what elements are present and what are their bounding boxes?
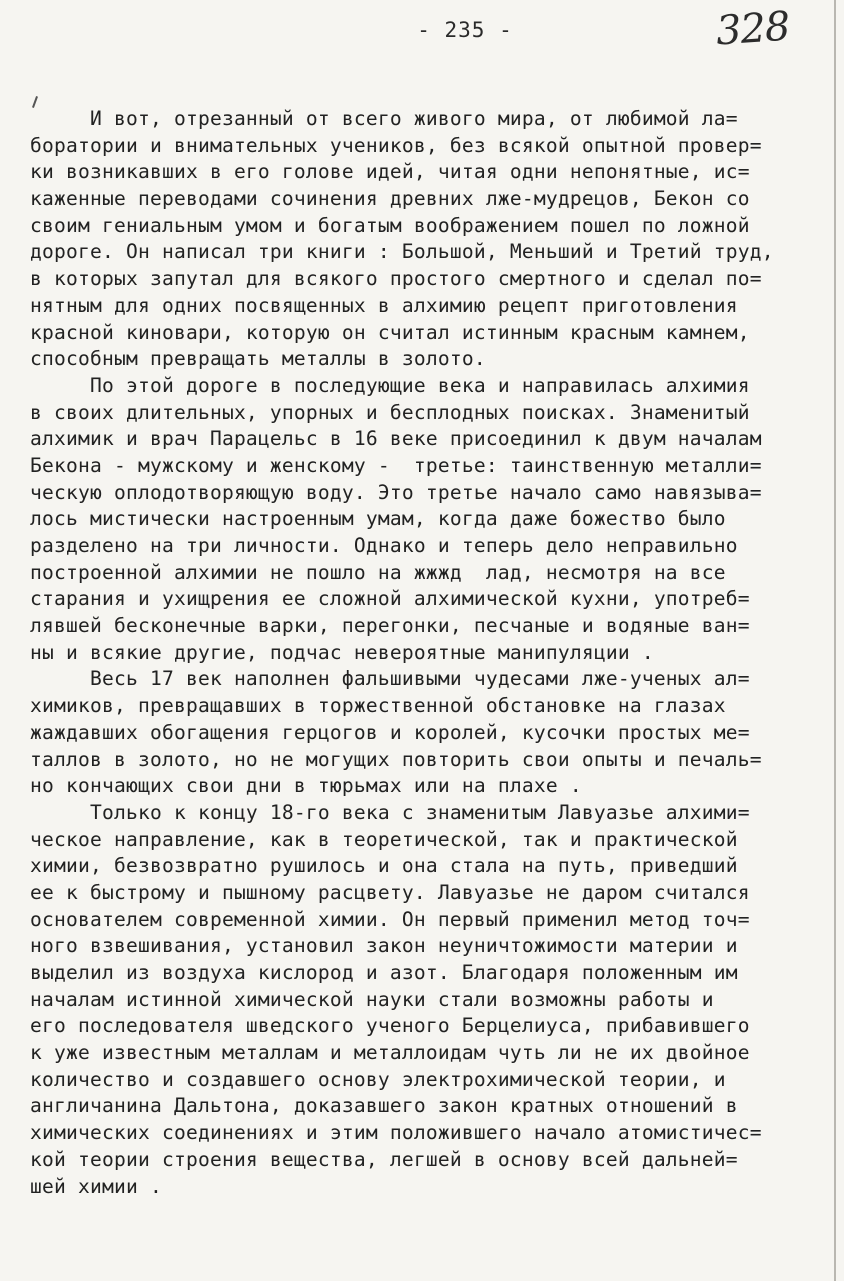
text-line: в своих длительных, упорных и бесплодных поисках. Знаменитый	[30, 400, 750, 424]
text-line: но кончающих свои дни в тюрьмах или на плахе .	[30, 774, 582, 798]
body-text	[30, 106, 840, 1200]
text-line: лявшей бесконечные варки, перегонки, песчаные и водяные ван=	[30, 614, 750, 638]
text-line: в которых запутал для всякого простого смертного и сделал по=	[30, 267, 762, 291]
text-line: По этой дороге в последующие века и направилась алхимия	[30, 373, 750, 397]
text-line: способным превращать металлы в золото.	[30, 347, 486, 371]
text-line: ее к быстрому и пышному расцвету. Лавуазье не даром считался	[30, 880, 750, 904]
text-line: химиков, превращавших в торжественной обстановке на глазах	[30, 694, 726, 718]
text-line: И вот, отрезанный от всего живого мира, от любимой ла=	[30, 107, 738, 130]
text-line: шей химии .	[30, 1174, 162, 1198]
text-line: ны и всякие другие, подчас невероятные манипуляции .	[30, 640, 654, 664]
text-line: ческое направление, как в теоретической, так и практической	[30, 827, 738, 851]
text-line: жаждавших обогащения герцогов и королей, кусочки простых ме=	[30, 720, 750, 744]
handwritten-archive-number: 328	[714, 3, 791, 55]
text-line: лось мистически настроенным умам, когда даже божество было	[30, 507, 726, 531]
text-line: красной киновари, которую он считал истинным красным камнем,	[30, 320, 750, 344]
page-number: - 235 -	[417, 18, 513, 42]
text-line: Только к концу 18-го века с знаменитым Лавуазье алхими=	[30, 800, 750, 824]
text-line: основателем современной химии. Он первый применил метод точ=	[30, 907, 750, 931]
text-line: построенной алхимии не пошло на жжжд лад, несмотря на все	[30, 560, 726, 584]
text-line: англичанина Дальтона, доказавшего закон кратных отношений в	[30, 1094, 738, 1118]
text-line: алхимик и врач Парацельс в 16 веке присоединил к двум началам	[30, 427, 762, 451]
text-line: химии, безвозвратно рушилось и она стала на путь, приведший	[30, 854, 738, 878]
text-line: началам истинной химической науки стали возможны работы и	[30, 987, 714, 1011]
text-line: Весь 17 век наполнен фальшивыми чудесами лже-ученых ал=	[30, 667, 750, 691]
text-line: ки возникавших в его голове идей, читая одни непонятные, ис=	[30, 160, 750, 184]
text-line: таллов в золото, но не могущих повторить свои опыты и печаль=	[30, 747, 762, 771]
text-line: своим гениальным умом и богатым воображением пошел по ложной	[30, 213, 750, 237]
text-line: разделено на три личности. Однако и теперь дело неправильно	[30, 534, 738, 557]
text-line: кой теории строения вещества, легшей в основу всей дальней=	[30, 1147, 738, 1171]
text-line: старания и ухищрения ее сложной алхимической кухни, употреб=	[30, 587, 750, 611]
text-line: боратории и внимательных учеников, без всякой опытной провер=	[30, 133, 762, 157]
text-line: выделил из воздуха кислород и азот. Благодаря положенным им	[30, 961, 738, 984]
text-line: Бекона - мужскому и женскому - третье: таинственную металли=	[30, 453, 762, 477]
text-line: дороге. Он написал три книги : Большой, Меньший и Третий труд,	[30, 240, 774, 264]
text-line: ческую оплодотворяющую воду. Это третье начало само навязыва=	[30, 480, 762, 504]
text-line: химических соединениях и этим положившего начало атомистичес=	[30, 1121, 762, 1145]
text-line: к уже известным металлам и металлоидам чуть ли не их двойное	[30, 1041, 750, 1065]
text-line: количество и создавшего основу электрохимической теории, и	[30, 1067, 726, 1091]
text-line: каженные переводами сочинения древних лже-мудрецов, Бекон со	[30, 187, 750, 211]
text-line: нятным для одних посвященных в алхимию рецепт приготовления	[30, 293, 738, 317]
text-line: ного взвешивания, установил закон неуничтожимости материи и	[30, 934, 738, 958]
text-line: его последователя шведского ученого Берцелиуса, прибавившего	[30, 1014, 750, 1038]
